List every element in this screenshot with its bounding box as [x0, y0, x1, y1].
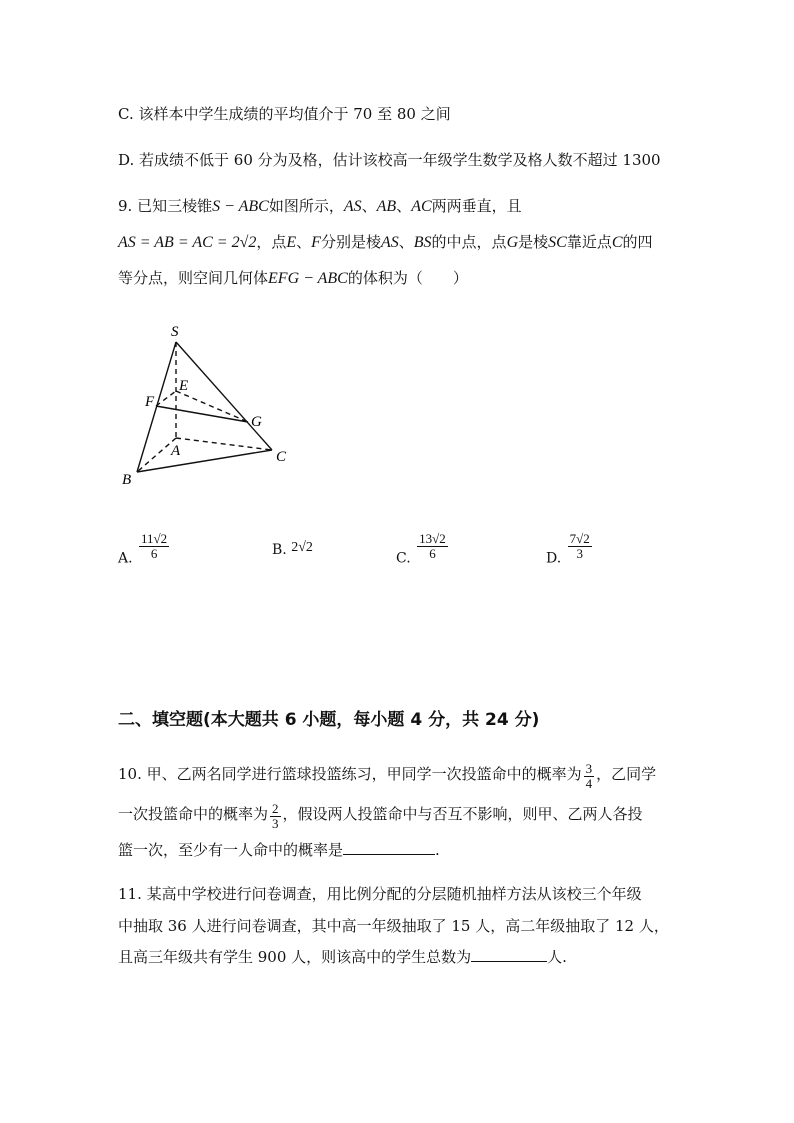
q10-text: ，乙同学: [596, 765, 657, 783]
label-a: A: [171, 443, 181, 459]
pyramid-figure: [110, 318, 290, 498]
denominator: 6: [429, 546, 436, 561]
option-letter: D.: [546, 550, 562, 567]
q9-text: 靠近点: [566, 233, 612, 251]
edge-eg: [176, 391, 248, 422]
option-a-fraction: [139, 532, 169, 561]
q9-line2: [118, 232, 653, 253]
q10-prob-a: [584, 762, 595, 791]
numerator: 7√2: [569, 531, 590, 546]
q10-text: 10. 甲、乙两名同学进行篮球投篮练习，甲同学一次投篮命中的概率为: [118, 765, 582, 783]
choice-d: D. 若成绩不低于 60 分为及格，估计该校高一年级学生数学及格人数不超过 1300: [118, 151, 661, 169]
option-a[interactable]: [118, 532, 171, 567]
q9-intro3: 两两垂直，且: [431, 197, 522, 215]
edge-ac: [176, 438, 272, 450]
q9-sep: 、: [396, 197, 412, 215]
label-b: B: [122, 472, 132, 488]
q9-point-f: F: [311, 234, 321, 251]
denominator: 3: [272, 816, 279, 831]
option-letter: A.: [118, 550, 133, 567]
q9-text: 分别是棱: [320, 233, 381, 251]
q9-sep: 、: [296, 233, 312, 251]
q11-line3: [118, 947, 567, 967]
q11-text: 人.: [547, 948, 567, 966]
option-c[interactable]: [396, 532, 450, 567]
q9-text: 的体积为（ ）: [347, 269, 468, 287]
option-b[interactable]: [272, 540, 313, 558]
label-f: F: [145, 394, 155, 410]
q9-edge: BS: [413, 234, 432, 251]
numerator: 11√2: [141, 531, 168, 546]
q9-line1: [118, 196, 522, 217]
q10-text: ，假设两人投篮命中与否互不影响，则甲、乙两人各投: [282, 805, 643, 823]
numerator: 13√2: [419, 531, 446, 546]
q10-prob-b: [270, 802, 281, 831]
q9-edge-ac: AC: [411, 198, 432, 215]
denominator: 4: [585, 776, 593, 791]
q10-text: .: [435, 841, 440, 859]
section-heading: 二、填空题(本大题共 6 小题，每小题 4 分，共 24 分): [118, 710, 540, 730]
label-e: E: [179, 378, 189, 394]
label-g: G: [251, 414, 262, 430]
answer-blank[interactable]: [343, 840, 435, 855]
q9-equation: AS = AB = AC = 2√2: [118, 234, 257, 251]
option-b-value: 2√2: [291, 540, 313, 555]
q9-text: ，点: [256, 233, 287, 251]
numerator: 3: [585, 761, 593, 776]
q9-edge: AS: [380, 234, 399, 251]
choice-c: C. 该样本中学生成绩的平均值介于 70 至 80 之间: [118, 105, 451, 123]
q9-line3: [118, 268, 468, 289]
denominator: 6: [150, 546, 158, 561]
q10-text: 篮一次，至少有一人命中的概率是: [118, 841, 344, 859]
edge-sc: [176, 342, 272, 450]
q11-text: 且高三年级共有学生 900 人，则该高中的学生总数为: [118, 948, 472, 966]
label-s: S: [171, 324, 179, 340]
q9-edge: SC: [548, 234, 567, 251]
q9-text: 等分点，则空间几何体: [118, 269, 269, 287]
q9-intro: 9. 已知三棱锥: [118, 197, 213, 215]
q9-point-c: C: [611, 234, 623, 251]
q9-sep: 、: [361, 197, 377, 215]
q9-edge-ab: AB: [376, 198, 397, 215]
option-letter: B.: [272, 542, 287, 558]
label-c: C: [276, 449, 287, 465]
answer-blank[interactable]: [471, 947, 547, 962]
q10-line3: [118, 840, 440, 860]
q9-text: 的四: [622, 233, 653, 251]
q9-text: 的中点，点: [431, 233, 507, 251]
option-d-fraction: [568, 532, 592, 561]
q9-text: 是棱: [518, 233, 549, 251]
q9-intro2: 如图所示，: [268, 197, 344, 215]
option-d[interactable]: [546, 532, 594, 567]
q9-pyramid: S − ABC: [212, 198, 269, 215]
q9-point-g: G: [506, 234, 519, 251]
q9-point-e: E: [286, 234, 297, 251]
q10-line1: [118, 762, 656, 791]
option-c-fraction: [417, 532, 448, 561]
q9-edge-as: AS: [343, 198, 362, 215]
numerator: 2: [272, 801, 279, 816]
edge-bc: [137, 450, 272, 472]
q10-line2: [118, 802, 643, 831]
q11-line1: 11. 某高中学校进行问卷调查，用比例分配的分层随机抽样方法从该校三个年级: [118, 885, 642, 903]
denominator: 3: [576, 546, 583, 561]
q11-line2: 中抽取 36 人进行问卷调查，其中高一年级抽取了 15 人，高二年级抽取了 12 人，: [118, 917, 669, 935]
q9-sep: 、: [398, 233, 414, 251]
q10-text: 一次投篮命中的概率为: [118, 805, 269, 823]
option-letter: C.: [396, 550, 411, 567]
q9-solid: EFG − ABC: [268, 270, 348, 287]
